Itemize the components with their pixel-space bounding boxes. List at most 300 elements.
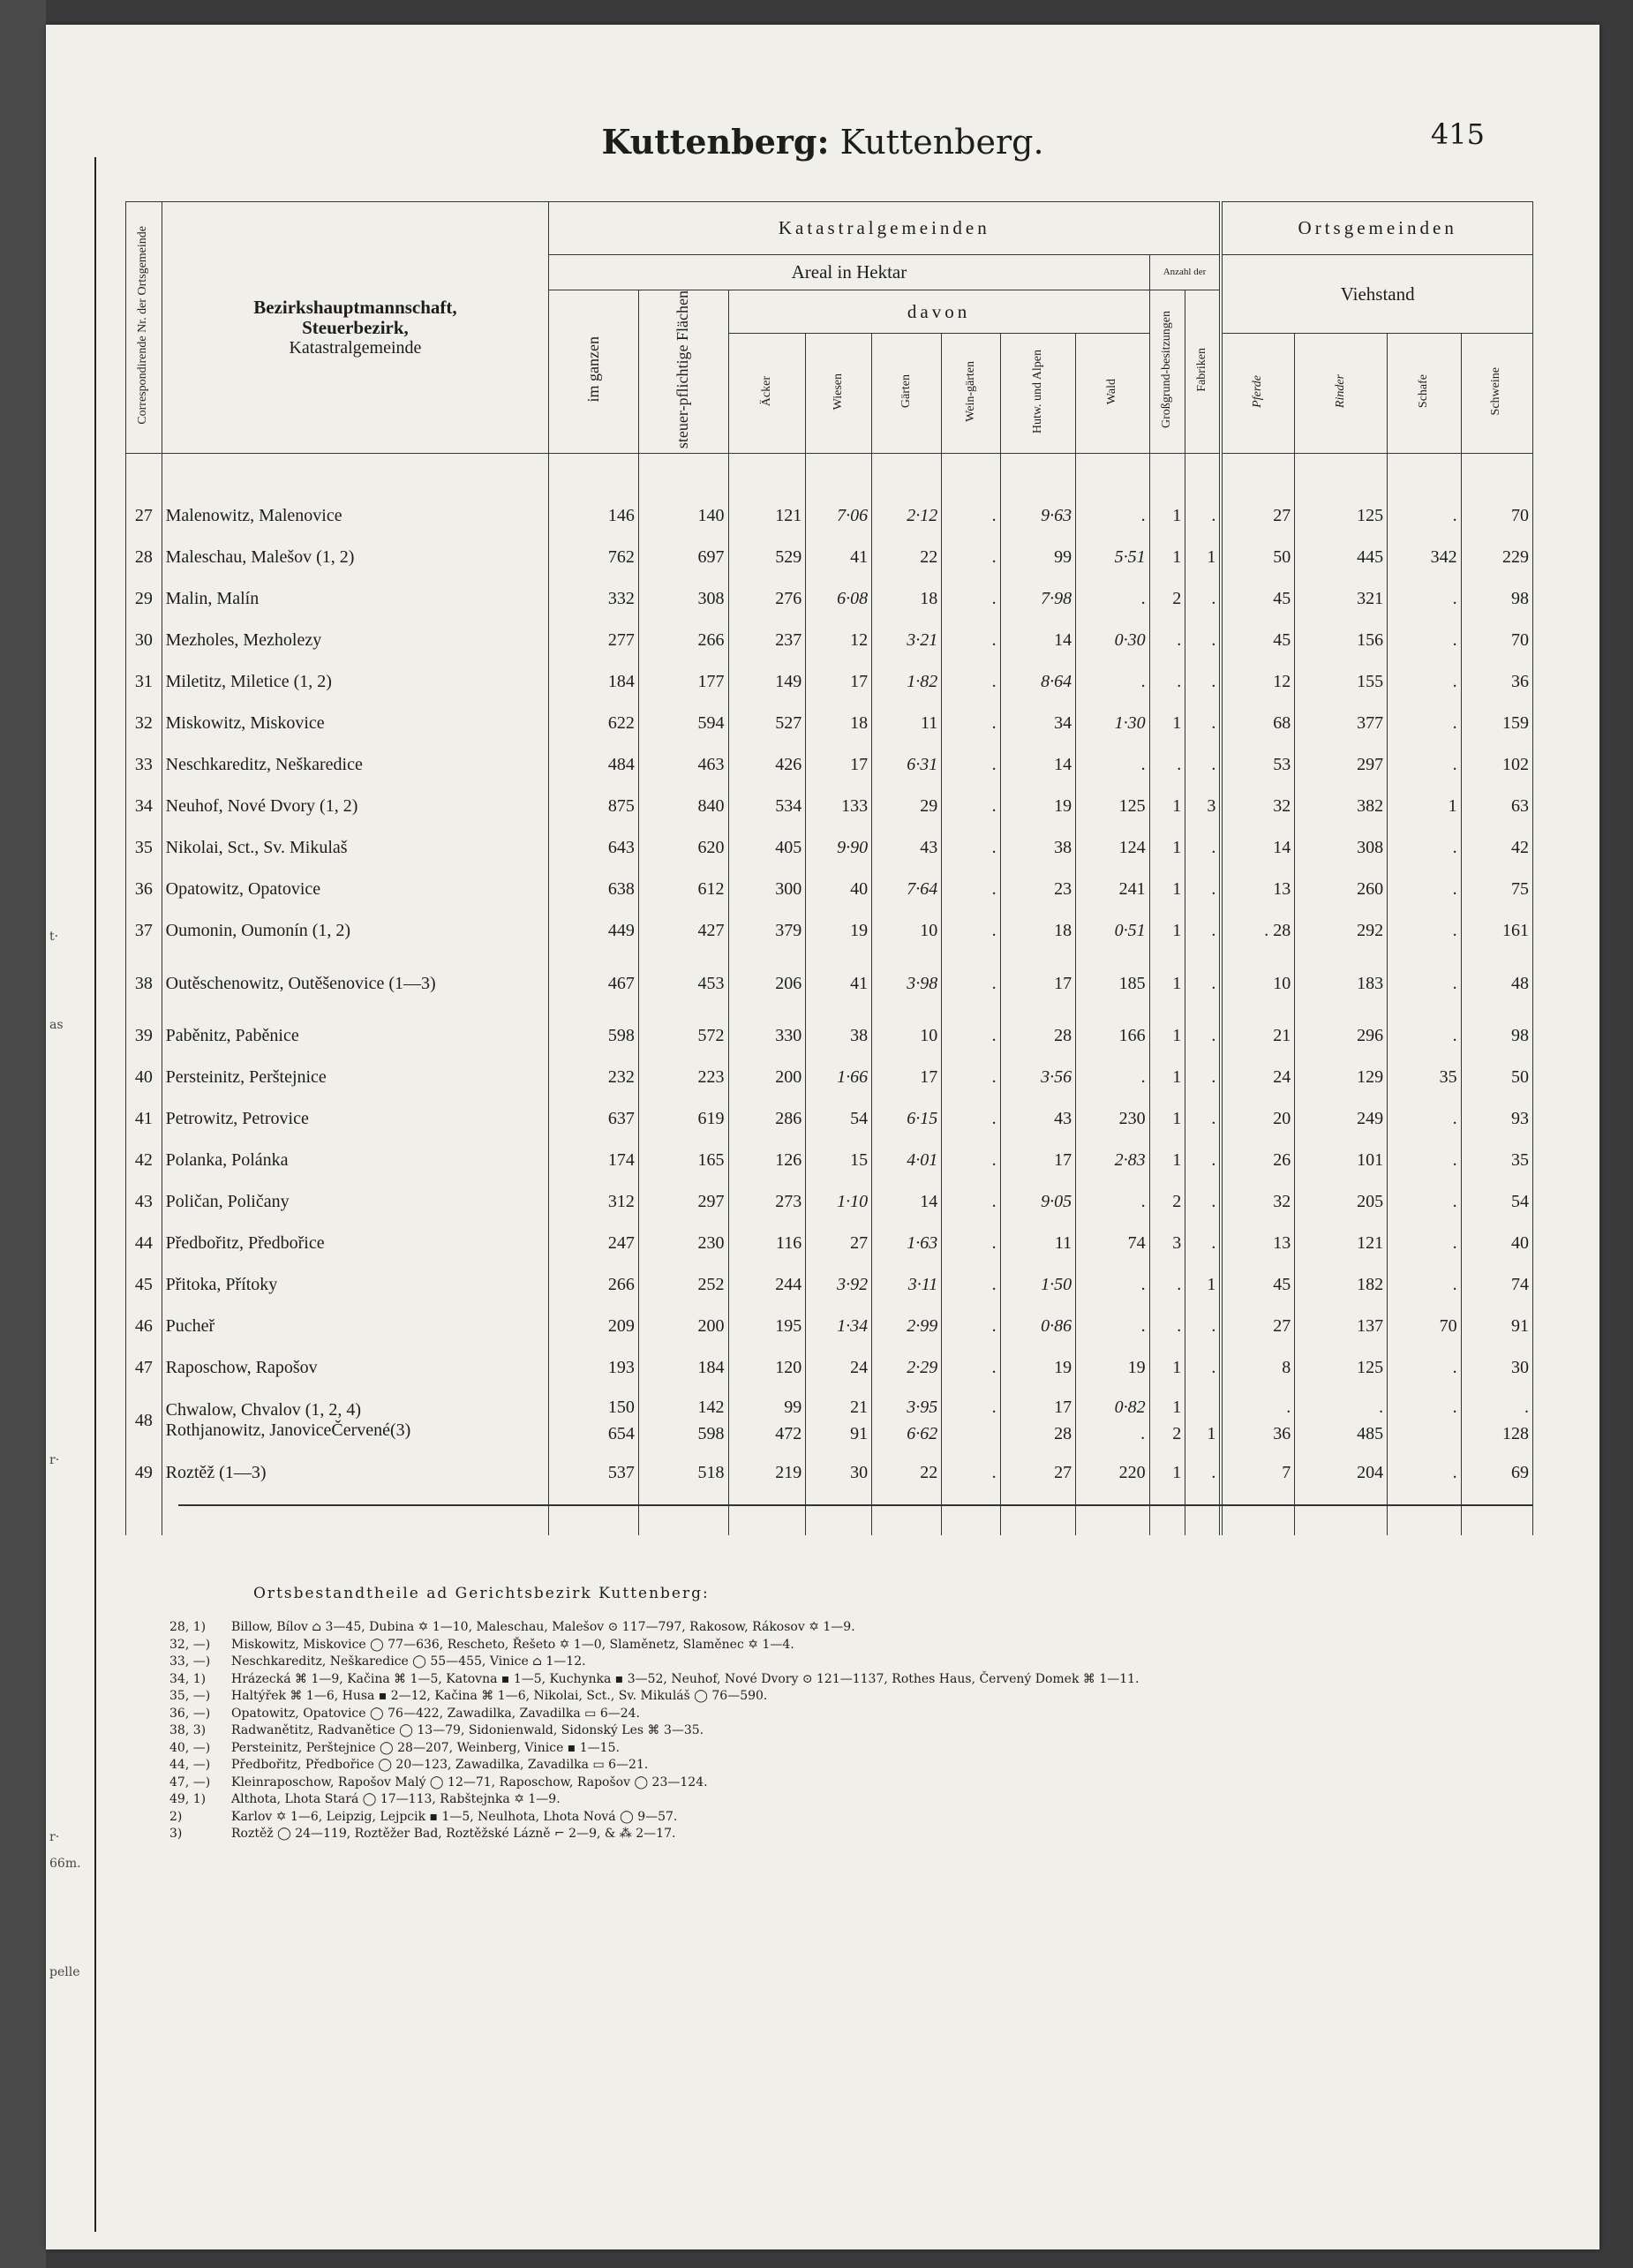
cell-hutw: 7·98 bbox=[1000, 578, 1076, 620]
col-fabriken: Fabriken bbox=[1185, 290, 1222, 454]
cell-fabr: . bbox=[1185, 1015, 1222, 1057]
cell-fabr: . bbox=[1185, 1347, 1222, 1389]
cell-wein: . bbox=[942, 1098, 1000, 1140]
row-number: 28 bbox=[126, 537, 162, 578]
cell-acker: 116 bbox=[728, 1223, 806, 1264]
table-row bbox=[126, 744, 1533, 786]
cell-schafe: . bbox=[1388, 620, 1461, 661]
cell-fabr: . bbox=[1185, 620, 1222, 661]
footnote-line bbox=[169, 1619, 1617, 1637]
edge-fragment: t· bbox=[49, 930, 59, 944]
row-name: Přitoka, Přítoky bbox=[162, 1264, 549, 1306]
footnote-text: Opatowitz, Opatovice ◯ 76—422, Zawadilka, Zavadilka ▭ 6—24. bbox=[231, 1706, 640, 1721]
cell-pferde: 26 bbox=[1221, 1140, 1294, 1181]
row-number: 31 bbox=[126, 661, 162, 703]
cell-pferde: 7 bbox=[1221, 1452, 1294, 1494]
cell-gaerten: 3·21 bbox=[872, 620, 942, 661]
cell-fabr: 1 bbox=[1185, 1264, 1222, 1306]
col-wald: Wald bbox=[1076, 334, 1149, 454]
cell-wein: . bbox=[942, 1306, 1000, 1347]
cell-acker: 126 bbox=[728, 1140, 806, 1181]
cell-schafe: . bbox=[1388, 1098, 1461, 1140]
cell-steuer: 266 bbox=[638, 620, 728, 661]
cell-hutw: 23 bbox=[1000, 869, 1076, 910]
cell-acker: 120 bbox=[728, 1347, 806, 1389]
cell-pferde: 27 bbox=[1221, 495, 1294, 537]
col-steuerpflichtige: steuer-pflichtige Flächen bbox=[638, 290, 728, 454]
cell-ganzen: 622 bbox=[549, 703, 639, 744]
cell-ganzen: 537 bbox=[549, 1452, 639, 1494]
cell-schweine: 54 bbox=[1461, 1181, 1532, 1223]
cell-wald: 5·51 bbox=[1076, 537, 1149, 578]
row-number: 48 bbox=[126, 1389, 162, 1452]
cell-acker: 534 bbox=[728, 786, 806, 827]
cell-gross: 1 bbox=[1149, 537, 1185, 578]
col-wiesen: Wiesen bbox=[806, 334, 872, 454]
cell-hutw: 1·50 bbox=[1000, 1264, 1076, 1306]
cell-schweine: 98 bbox=[1461, 1015, 1532, 1057]
col-weingaerten: Wein-gärten bbox=[942, 334, 1000, 454]
cell-gaerten: 3·98 bbox=[872, 952, 942, 1015]
cell-hutw: 0·86 bbox=[1000, 1306, 1076, 1347]
cell-schafe: . bbox=[1388, 1181, 1461, 1223]
row-name: Neschkareditz, Neškaredice bbox=[162, 744, 549, 786]
cell-hutw: 9·05 bbox=[1000, 1181, 1076, 1223]
cell-wein: . bbox=[942, 1223, 1000, 1264]
cell-pair bbox=[806, 1389, 872, 1452]
cell-wiesen: 38 bbox=[806, 1015, 872, 1057]
cell-steuer: 230 bbox=[638, 1223, 728, 1264]
cell-rinder: 296 bbox=[1295, 1015, 1388, 1057]
row-number: 49 bbox=[126, 1452, 162, 1494]
footnote-text: Kleinraposchow, Rapošov Malý ◯ 12—71, Raposchow, Rapošov ◯ 23—124. bbox=[231, 1774, 708, 1790]
cell-line: 598 bbox=[697, 1424, 725, 1444]
table-row bbox=[126, 1057, 1533, 1098]
row-number: 44 bbox=[126, 1223, 162, 1264]
cell-pair bbox=[1388, 1389, 1461, 1452]
cell-wein: . bbox=[942, 786, 1000, 827]
cell-steuer: 594 bbox=[638, 703, 728, 744]
row-name: Malin, Malín bbox=[162, 578, 549, 620]
cell-schweine: 40 bbox=[1461, 1223, 1532, 1264]
cell-wald: . bbox=[1076, 1181, 1149, 1223]
cell-steuer: 177 bbox=[638, 661, 728, 703]
cell-wein: . bbox=[942, 661, 1000, 703]
cell-wein: . bbox=[942, 1452, 1000, 1494]
row-number: 46 bbox=[126, 1306, 162, 1347]
cell-schweine: 102 bbox=[1461, 744, 1532, 786]
cell-wald: . bbox=[1076, 495, 1149, 537]
table-row bbox=[126, 910, 1533, 952]
cell-ganzen: 232 bbox=[549, 1057, 639, 1098]
edge-fragment: pelle bbox=[49, 1965, 80, 1979]
cell-gross: 1 bbox=[1149, 1347, 1185, 1389]
cell-line: 1 bbox=[1172, 1398, 1182, 1418]
row-number: 34 bbox=[126, 786, 162, 827]
cell-acker: 273 bbox=[728, 1181, 806, 1223]
spacer-row bbox=[126, 1494, 1533, 1535]
cell-ganzen: 312 bbox=[549, 1181, 639, 1223]
table-row bbox=[126, 1015, 1533, 1057]
cell-pferde: 20 bbox=[1221, 1098, 1294, 1140]
col-pferde: Pferde bbox=[1221, 334, 1294, 454]
col-im-ganzen: im ganzen bbox=[549, 290, 639, 454]
cell-wein: . bbox=[942, 537, 1000, 578]
table-row bbox=[126, 869, 1533, 910]
cell-wiesen: 41 bbox=[806, 537, 872, 578]
cell-acker: 286 bbox=[728, 1098, 806, 1140]
cell-gaerten: 10 bbox=[872, 1015, 942, 1057]
cell-fabr: . bbox=[1185, 952, 1222, 1015]
cell-line: 6·62 bbox=[907, 1424, 938, 1444]
row-number: 43 bbox=[126, 1181, 162, 1223]
table-row bbox=[126, 1264, 1533, 1306]
cell-gaerten: 4·01 bbox=[872, 1140, 942, 1181]
cell-pferde: 13 bbox=[1221, 869, 1294, 910]
cell-line: 28 bbox=[1054, 1424, 1072, 1444]
cell-ganzen: 449 bbox=[549, 910, 639, 952]
cell-fabr: . bbox=[1185, 827, 1222, 869]
cell-schweine: 91 bbox=[1461, 1306, 1532, 1347]
row-number: 32 bbox=[126, 703, 162, 744]
row-name: Maleschau, Malešov (1, 2) bbox=[162, 537, 549, 578]
cell-fabr: . bbox=[1185, 1057, 1222, 1098]
cell-gross: 1 bbox=[1149, 495, 1185, 537]
cell-gross: 1 bbox=[1149, 910, 1185, 952]
cell-fabr: . bbox=[1185, 869, 1222, 910]
row-number: 27 bbox=[126, 495, 162, 537]
cell-rinder: 129 bbox=[1295, 1057, 1388, 1098]
cell-acker: 529 bbox=[728, 537, 806, 578]
cell-wein: . bbox=[942, 1264, 1000, 1306]
spacer-row bbox=[126, 454, 1533, 496]
cell-wiesen: 40 bbox=[806, 869, 872, 910]
cell-schafe: . bbox=[1388, 578, 1461, 620]
cell-rinder: 308 bbox=[1295, 827, 1388, 869]
col-schafe: Schafe bbox=[1388, 334, 1461, 454]
table-row bbox=[126, 1098, 1533, 1140]
cell-acker: 426 bbox=[728, 744, 806, 786]
cell-schweine: 161 bbox=[1461, 910, 1532, 952]
cell-ganzen: 875 bbox=[549, 786, 639, 827]
edge-fragment: 66m. bbox=[49, 1857, 81, 1871]
row-name: Pucheř bbox=[162, 1306, 549, 1347]
cell-schafe: 1 bbox=[1388, 786, 1461, 827]
cell-wald: 220 bbox=[1076, 1452, 1149, 1494]
cell-gaerten: 1·63 bbox=[872, 1223, 942, 1264]
cell-schweine: 69 bbox=[1461, 1452, 1532, 1494]
cell-gaerten: 14 bbox=[872, 1181, 942, 1223]
cell-fabr: 3 bbox=[1185, 786, 1222, 827]
table-row bbox=[126, 495, 1533, 537]
cell-wein: . bbox=[942, 1347, 1000, 1389]
cell-steuer: 840 bbox=[638, 786, 728, 827]
row-name: Paběnitz, Paběnice bbox=[162, 1015, 549, 1057]
cell-fabr: . bbox=[1185, 1223, 1222, 1264]
cell-line: 485 bbox=[1357, 1424, 1384, 1444]
cell-gross: 1 bbox=[1149, 1452, 1185, 1494]
cell-rinder: 260 bbox=[1295, 869, 1388, 910]
cell-wald: 0·51 bbox=[1076, 910, 1149, 952]
cell-line: . bbox=[991, 1398, 997, 1418]
row-number: 33 bbox=[126, 744, 162, 786]
cell-gaerten: 2·12 bbox=[872, 495, 942, 537]
footnote-key: 47, —) bbox=[169, 1774, 211, 1790]
cell-rinder: 445 bbox=[1295, 537, 1388, 578]
cell-wald: . bbox=[1076, 578, 1149, 620]
row-name: Miskowitz, Miskovice bbox=[162, 703, 549, 744]
cell-steuer: 200 bbox=[638, 1306, 728, 1347]
cell-gaerten: 7·64 bbox=[872, 869, 942, 910]
row-name: Malenowitz, Malenovice bbox=[162, 495, 549, 537]
cell-hutw: 17 bbox=[1000, 1140, 1076, 1181]
cell-line: . bbox=[1524, 1398, 1529, 1418]
col-ortsgemeinden: Ortsgemeinden bbox=[1221, 202, 1532, 255]
cell-schafe: . bbox=[1388, 869, 1461, 910]
cell-pferde: 68 bbox=[1221, 703, 1294, 744]
cell-fabr: . bbox=[1185, 703, 1222, 744]
cell-rinder: 125 bbox=[1295, 1347, 1388, 1389]
table-row bbox=[126, 1347, 1533, 1389]
footnote-line bbox=[169, 1757, 1617, 1774]
cell-line: 17 bbox=[1054, 1398, 1072, 1418]
cell-acker: 121 bbox=[728, 495, 806, 537]
cell-schafe: . bbox=[1388, 952, 1461, 1015]
scanned-page bbox=[46, 25, 1599, 2249]
col-acker: Äcker bbox=[728, 334, 806, 454]
cell-schweine: 98 bbox=[1461, 578, 1532, 620]
cell-schafe: . bbox=[1388, 495, 1461, 537]
cell-schweine: 36 bbox=[1461, 661, 1532, 703]
footnote-line bbox=[169, 1722, 1617, 1740]
cell-rinder: 182 bbox=[1295, 1264, 1388, 1306]
row-name: Persteinitz, Perštejnice bbox=[162, 1057, 549, 1098]
col-katastral: Katastralgemeinden bbox=[549, 202, 1222, 255]
cell-steuer: 697 bbox=[638, 537, 728, 578]
cell-line bbox=[1391, 1420, 1456, 1447]
cell-gross: 1 bbox=[1149, 1098, 1185, 1140]
row-number: 29 bbox=[126, 578, 162, 620]
row-name: Raposchow, Rapošov bbox=[162, 1347, 549, 1389]
footnote-text: Karlov ✡ 1—6, Leipzig, Lejpcik ▪ 1—5, Neulhota, Lhota Nová ◯ 9—57. bbox=[231, 1809, 678, 1824]
cell-steuer: 165 bbox=[638, 1140, 728, 1181]
cell-gaerten: 6·31 bbox=[872, 744, 942, 786]
cell-wald: . bbox=[1076, 1057, 1149, 1098]
title-rest: Kuttenberg. bbox=[839, 123, 1044, 162]
cell-schweine: 229 bbox=[1461, 537, 1532, 578]
cell-fabr: . bbox=[1185, 578, 1222, 620]
cell-steuer: 140 bbox=[638, 495, 728, 537]
cell-acker: 330 bbox=[728, 1015, 806, 1057]
cell-wiesen: 12 bbox=[806, 620, 872, 661]
cell-ganzen: 638 bbox=[549, 869, 639, 910]
cell-hutw: 28 bbox=[1000, 1015, 1076, 1057]
cell-gaerten: 43 bbox=[872, 827, 942, 869]
cell-pferde: 50 bbox=[1221, 537, 1294, 578]
footnote-line bbox=[169, 1809, 1617, 1827]
cell-hutw: 11 bbox=[1000, 1223, 1076, 1264]
cell-pferde: 12 bbox=[1221, 661, 1294, 703]
cell-ganzen: 174 bbox=[549, 1140, 639, 1181]
cell-wiesen: 41 bbox=[806, 952, 872, 1015]
cell-wein: . bbox=[942, 1015, 1000, 1057]
cell-line: 0·82 bbox=[1114, 1398, 1146, 1418]
cell-steuer: 427 bbox=[638, 910, 728, 952]
cell-steuer: 518 bbox=[638, 1452, 728, 1494]
cell-pferde: 27 bbox=[1221, 1306, 1294, 1347]
table-row bbox=[126, 620, 1533, 661]
footnote-key: 34, 1) bbox=[169, 1671, 207, 1686]
cell-ganzen: 209 bbox=[549, 1306, 639, 1347]
cell-gross: 1 bbox=[1149, 827, 1185, 869]
table-row bbox=[126, 578, 1533, 620]
row-number: 30 bbox=[126, 620, 162, 661]
cell-wald: 125 bbox=[1076, 786, 1149, 827]
cell-fabr: . bbox=[1185, 1140, 1222, 1181]
cell-line: 21 bbox=[850, 1398, 869, 1418]
cell-line: 654 bbox=[607, 1424, 635, 1444]
cell-steuer: 297 bbox=[638, 1181, 728, 1223]
footnote-key: 38, 3) bbox=[169, 1723, 207, 1737]
col-nr: Correspondirende Nr. der Ortsgemeinde bbox=[126, 202, 162, 454]
cell-schweine: 93 bbox=[1461, 1098, 1532, 1140]
cell-line: 36 bbox=[1273, 1424, 1291, 1444]
cell-acker: 219 bbox=[728, 1452, 806, 1494]
cell-wein: . bbox=[942, 952, 1000, 1015]
cell-wein: . bbox=[942, 910, 1000, 952]
cell-steuer: 572 bbox=[638, 1015, 728, 1057]
cell-steuer: 223 bbox=[638, 1057, 728, 1098]
cell-wald: 230 bbox=[1076, 1098, 1149, 1140]
row-name: Neuhof, Nové Dvory (1, 2) bbox=[162, 786, 549, 827]
cell-line bbox=[945, 1420, 996, 1447]
cell-pferde: 13 bbox=[1221, 1223, 1294, 1264]
cell-pair bbox=[942, 1389, 1000, 1452]
footnote-key: 35, —) bbox=[169, 1689, 211, 1703]
margin-rule bbox=[94, 157, 96, 2232]
cell-wiesen: 27 bbox=[806, 1223, 872, 1264]
row-name: Opatowitz, Opatovice bbox=[162, 869, 549, 910]
cell-rinder: 321 bbox=[1295, 578, 1388, 620]
cell-gross: . bbox=[1149, 744, 1185, 786]
footnote-line bbox=[169, 1688, 1617, 1706]
cell-line: 99 bbox=[784, 1398, 802, 1418]
row-number: 41 bbox=[126, 1098, 162, 1140]
cell-pferde: 10 bbox=[1221, 952, 1294, 1015]
cell-fabr: . bbox=[1185, 495, 1222, 537]
table-row bbox=[126, 1389, 1533, 1452]
cell-acker: 149 bbox=[728, 661, 806, 703]
page-number: 415 bbox=[1430, 117, 1485, 151]
cell-schafe: . bbox=[1388, 1140, 1461, 1181]
table-body bbox=[126, 454, 1533, 1536]
cell-gaerten: 1·82 bbox=[872, 661, 942, 703]
cell-wiesen: 54 bbox=[806, 1098, 872, 1140]
cell-schafe: . bbox=[1388, 827, 1461, 869]
cell-hutw: 8·64 bbox=[1000, 661, 1076, 703]
cell-rinder: 205 bbox=[1295, 1181, 1388, 1223]
cell-wald: 166 bbox=[1076, 1015, 1149, 1057]
footnote-key: 33, —) bbox=[169, 1654, 211, 1669]
cell-line: 91 bbox=[850, 1424, 869, 1444]
cell-wald: . bbox=[1076, 1306, 1149, 1347]
cell-hutw: 14 bbox=[1000, 744, 1076, 786]
cell-wiesen: 24 bbox=[806, 1347, 872, 1389]
footnote-text: Hrázecká ⌘ 1—9, Kačina ⌘ 1—5, Katovna ▪ 1—5, Kuchynka ▪ 3—52, Neuhof, Nové Dvory ⊙ 121—1137, Rothes Haus, Červený Domek ⌘ 1—11. bbox=[231, 1671, 1140, 1686]
cell-pair bbox=[549, 1389, 639, 1452]
cell-gaerten: 2·29 bbox=[872, 1347, 942, 1389]
cell-wiesen: 17 bbox=[806, 661, 872, 703]
cell-gaerten: 29 bbox=[872, 786, 942, 827]
cell-schweine: 42 bbox=[1461, 827, 1532, 869]
cell-pair bbox=[1185, 1389, 1222, 1452]
cell-line: . bbox=[1286, 1398, 1291, 1418]
cell-hutw: 38 bbox=[1000, 827, 1076, 869]
cell-schweine: 48 bbox=[1461, 952, 1532, 1015]
cell-wald: . bbox=[1076, 744, 1149, 786]
table-row bbox=[126, 537, 1533, 578]
cell-pair bbox=[1221, 1389, 1294, 1452]
title-bold: Kuttenberg: bbox=[601, 122, 830, 162]
cell-pferde: 45 bbox=[1221, 620, 1294, 661]
footer-title: Ortsbestandtheile ad Gerichtsbezirk Kuttenberg: bbox=[253, 1585, 710, 1602]
row-name: Oumonin, Oumonín (1, 2) bbox=[162, 910, 549, 952]
cell-line: 2 bbox=[1172, 1424, 1182, 1444]
cell-wein: . bbox=[942, 703, 1000, 744]
cell-line: . bbox=[1452, 1398, 1457, 1418]
cell-acker: 244 bbox=[728, 1264, 806, 1306]
cell-pair bbox=[1461, 1389, 1532, 1452]
footnote-key: 36, —) bbox=[169, 1706, 211, 1721]
cell-ganzen: 637 bbox=[549, 1098, 639, 1140]
cell-ganzen: 643 bbox=[549, 827, 639, 869]
cell-gaerten: 22 bbox=[872, 1452, 942, 1494]
cell-steuer: 612 bbox=[638, 869, 728, 910]
cell-schweine: 75 bbox=[1461, 869, 1532, 910]
col-bezirk: Bezirkshauptmannschaft, Steuerbezirk, Katastralgemeinde bbox=[162, 202, 549, 454]
cell-hutw: 18 bbox=[1000, 910, 1076, 952]
cell-wiesen: 1·10 bbox=[806, 1181, 872, 1223]
cell-schweine: 30 bbox=[1461, 1347, 1532, 1389]
cell-ganzen: 247 bbox=[549, 1223, 639, 1264]
cell-pair bbox=[1149, 1389, 1185, 1452]
cell-schafe: . bbox=[1388, 1452, 1461, 1494]
row-name: Polanka, Polánka bbox=[162, 1140, 549, 1181]
cell-wald: . bbox=[1076, 1264, 1149, 1306]
cell-fabr: . bbox=[1185, 910, 1222, 952]
cell-hutw: 17 bbox=[1000, 952, 1076, 1015]
cell-line: 128 bbox=[1502, 1424, 1529, 1444]
cell-acker: 405 bbox=[728, 827, 806, 869]
footnote-key: 49, 1) bbox=[169, 1792, 207, 1806]
cell-wiesen: 6·08 bbox=[806, 578, 872, 620]
table-row bbox=[126, 827, 1533, 869]
statistics-table bbox=[125, 201, 1533, 1535]
cell-gaerten: 11 bbox=[872, 703, 942, 744]
cell-gross: 1 bbox=[1149, 1057, 1185, 1098]
footnotes bbox=[169, 1619, 1617, 1843]
col-grossgrund: Großgrund-besitzungen bbox=[1149, 290, 1185, 454]
row-number: 40 bbox=[126, 1057, 162, 1098]
cell-hutw: 34 bbox=[1000, 703, 1076, 744]
cell-schafe: 70 bbox=[1388, 1306, 1461, 1347]
cell-pferde: 45 bbox=[1221, 578, 1294, 620]
cell-rinder: 292 bbox=[1295, 910, 1388, 952]
cell-pferde: 32 bbox=[1221, 1181, 1294, 1223]
row-name: Outěschenowitz, Outěšenovice (1—3) bbox=[162, 952, 549, 1015]
cell-ganzen: 762 bbox=[549, 537, 639, 578]
cell-gross: 1 bbox=[1149, 869, 1185, 910]
